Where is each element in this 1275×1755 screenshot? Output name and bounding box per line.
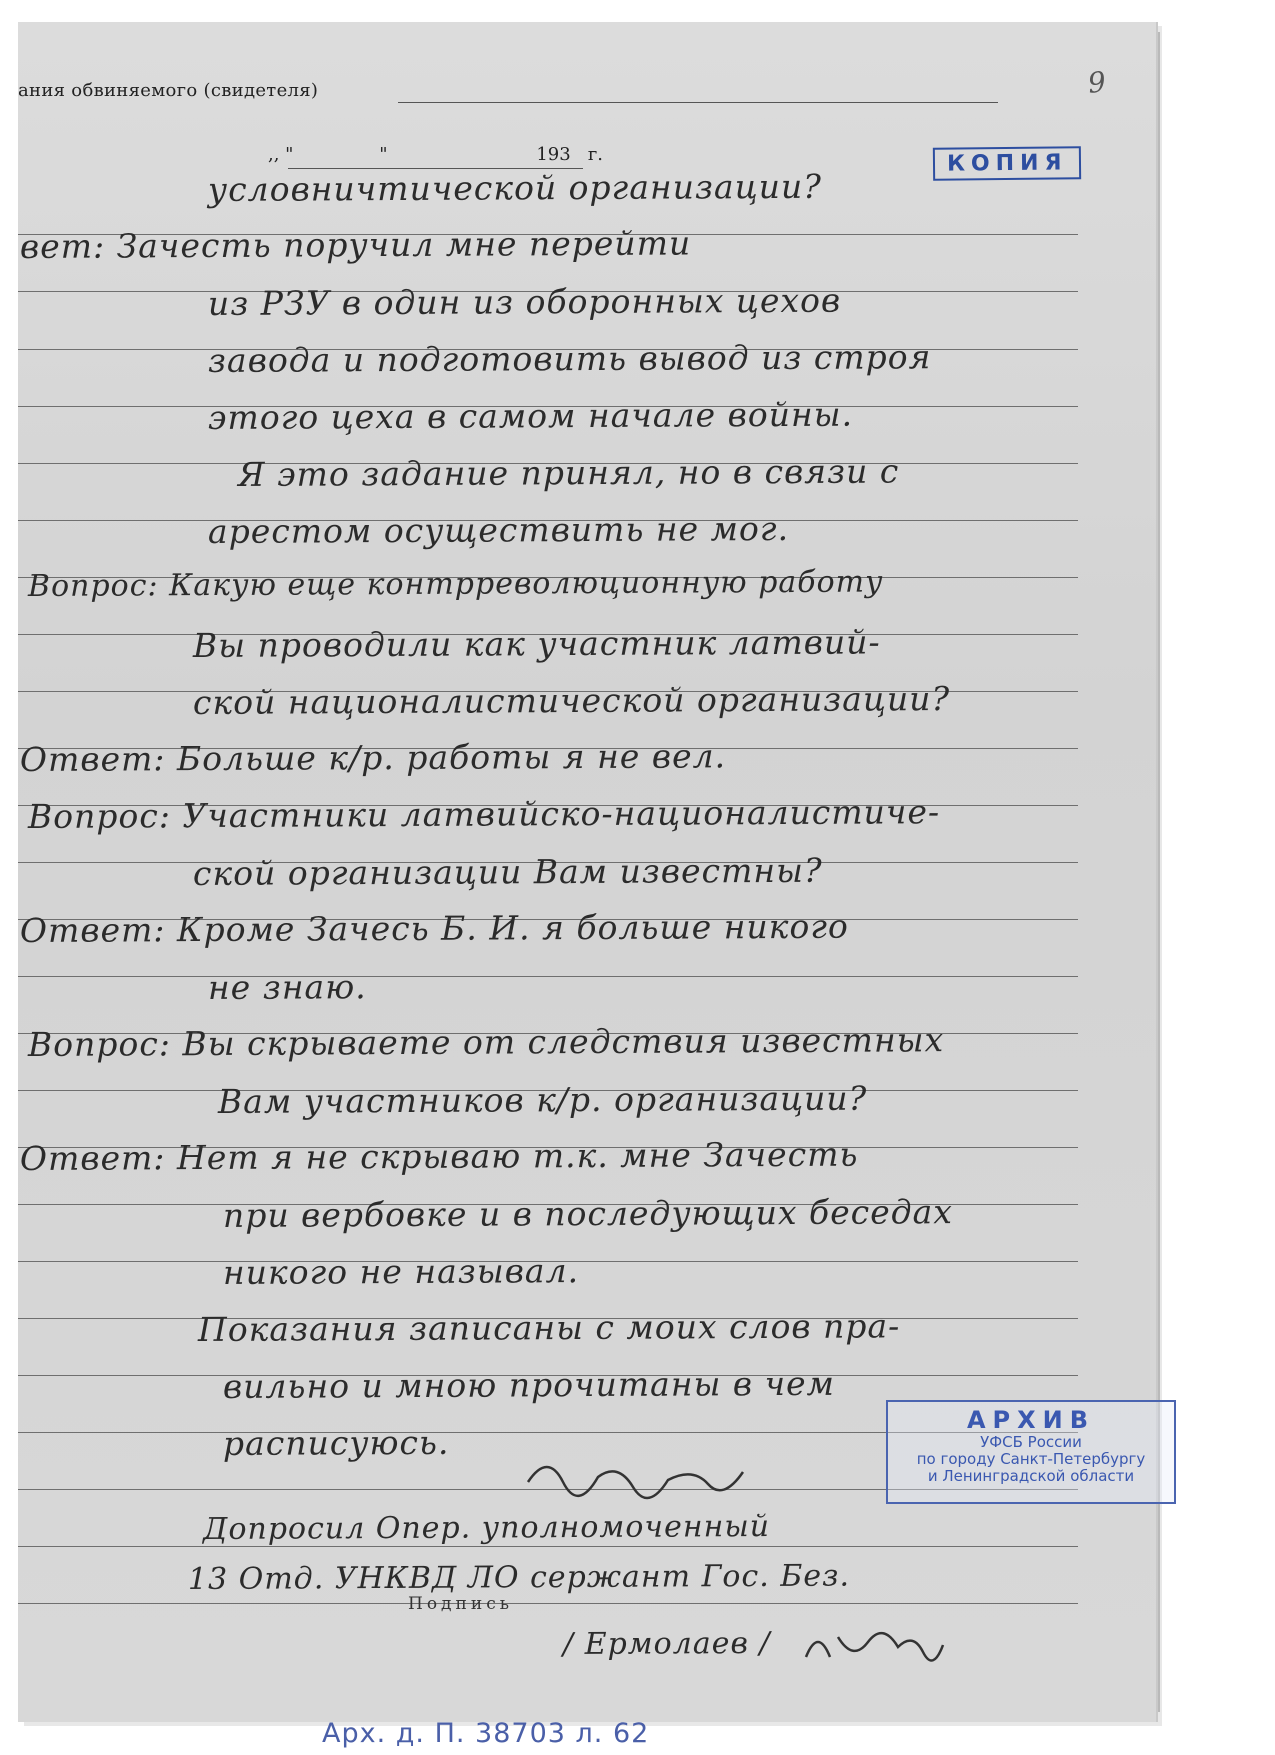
handwritten-line: арестом осуществить не мог. <box>207 508 790 551</box>
ruled-line <box>18 1603 1078 1604</box>
handwritten-line: условничтической организации? <box>207 166 822 209</box>
handwritten-line: завода и подготовить вывод из строя <box>207 337 932 380</box>
handwritten-line: ской националистической организации? <box>192 679 951 722</box>
handwritten-line: никого не называл. <box>222 1251 580 1292</box>
archive-stamp-title: АРХИВ <box>966 1406 1096 1434</box>
signed-label: Подпись <box>408 1594 513 1614</box>
ruled-line <box>18 976 1078 977</box>
handwritten-line: вильно и мною прочитаны в чем <box>222 1363 836 1406</box>
handwritten-line: Ответ: Больше к/р. работы я не вел. <box>19 736 727 779</box>
handwritten-line: при вербовке и в последующих беседах <box>222 1192 953 1235</box>
interrogator-line: 13 Отд. УНКВД ЛО сержант Гос. Без. <box>187 1558 851 1597</box>
handwritten-line: Вопрос: Участники латвийско-националистиче- <box>27 792 941 836</box>
handwritten-line: Ответ: Нет я не скрываю т.к. мне Зачесть <box>19 1134 859 1178</box>
archive-stamp-line: по городу Санкт-Петербургу <box>916 1450 1146 1468</box>
form-title: ания обвиняемого (свидетеля) <box>18 80 319 101</box>
handwritten-line: Показания записаны с моих слов пра- <box>197 1306 901 1349</box>
form-title-underline <box>398 102 998 103</box>
interrogator-line: Допросил Опер. уполномоченный <box>202 1509 771 1547</box>
handwritten-line: этого цеха в самом начале войны. <box>207 394 854 437</box>
accused-signature <box>518 1442 748 1512</box>
date-line: ,, " " 193 г. <box>268 144 603 165</box>
handwritten-line: Вам участников к/р. организации? <box>217 1078 868 1121</box>
archive-reference: Арх. д. П. 38703 л. 62 <box>322 1718 650 1749</box>
handwritten-line: вет: Зачесть поручил мне перейти <box>19 223 692 266</box>
ruled-line <box>18 1546 1078 1547</box>
handwritten-line: Ответ: Кроме Зачесь Б. И. я больше никого <box>19 906 849 950</box>
handwritten-line: Вопрос: Какую еще контрреволюционную работу <box>27 564 884 604</box>
handwritten-line: не знаю. <box>207 967 367 1007</box>
handwritten-line: Вы проводили как участник латвий- <box>192 622 881 665</box>
archive-stamp-line: УФСБ России <box>980 1433 1082 1451</box>
archive-stamp-line: и Ленинградской области <box>927 1467 1135 1485</box>
copy-stamp: КОПИЯ <box>933 146 1082 181</box>
interrogator-signature <box>798 1617 948 1677</box>
page-number: 9 <box>1086 65 1108 100</box>
handwritten-line: ской организации Вам известны? <box>192 850 823 893</box>
interrogator-name: / Ермолаев / <box>562 1625 771 1662</box>
archive-stamp <box>886 1400 1176 1504</box>
handwritten-line: из РЗУ в один из оборонных цехов <box>207 280 842 323</box>
document-page <box>18 22 1156 1722</box>
handwritten-line: расписуюсь. <box>222 1422 450 1463</box>
handwritten-line: Я это задание принял, но в связи с <box>237 451 900 494</box>
handwritten-line: Вопрос: Вы скрываете от следствия известных <box>27 1020 945 1064</box>
